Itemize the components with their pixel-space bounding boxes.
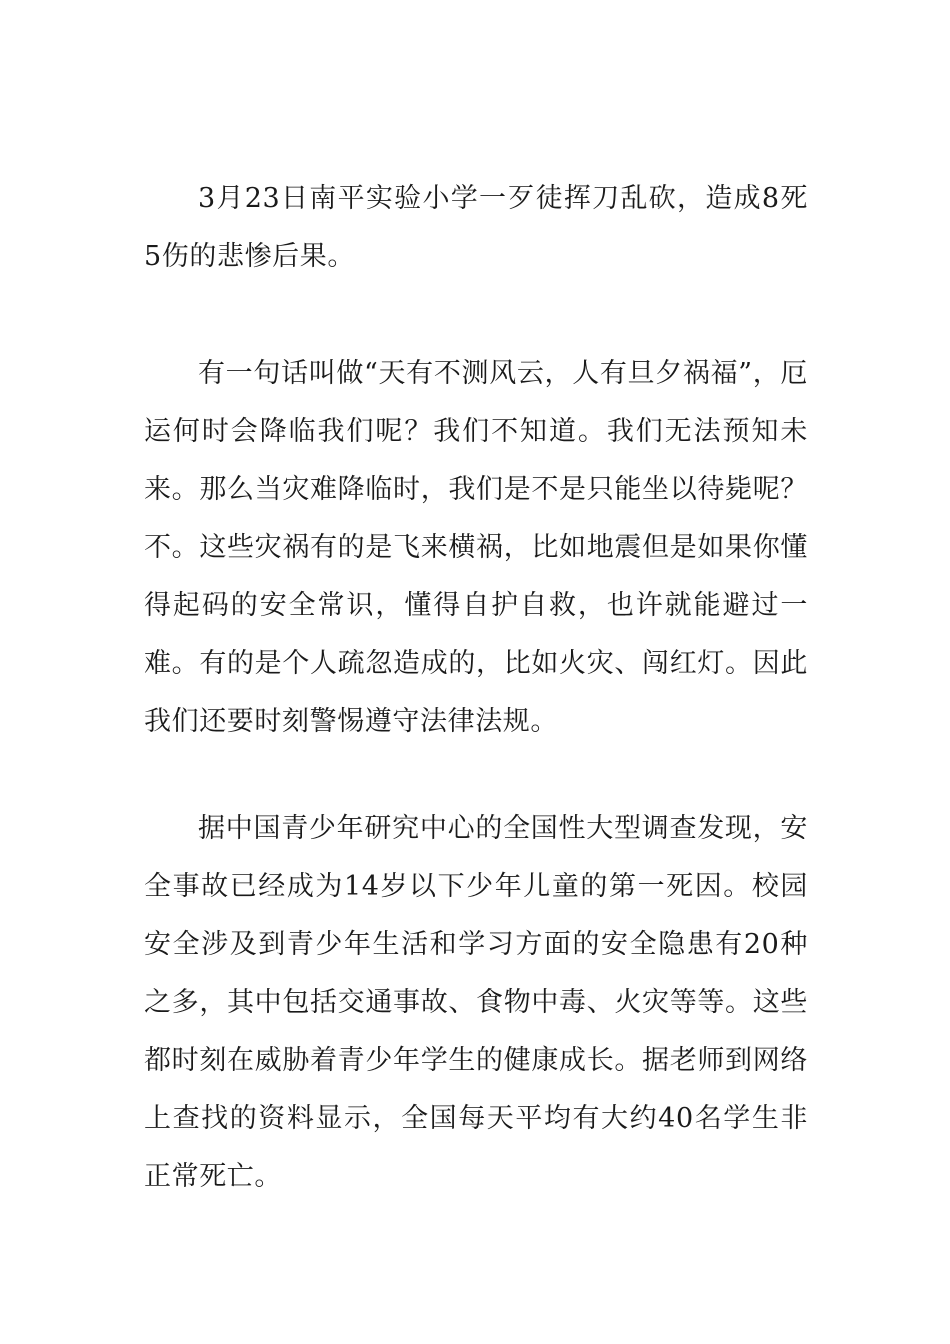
paragraph-safety-awareness: 有一句话叫做“天有不测风云，人有旦夕祸福”，厄运何时会降临我们呢？我们不知道。我们无法预知未来。那么当灾难降临时，我们是不是只能坐以待毙呢？不。这些灾祸有的是飞来横祸，比如地震但是如果你懂得起码的安全常识，懂得自护自救，也许就能避过一难。有的是个人疏忽造成的，比如火灾、闯红灯。因此我们还要时刻警惕遵守法律法规。: [144, 358, 808, 737]
paragraph-incident: 3月23日南平实验小学一歹徒挥刀乱砍，造成8死5伤的悲惨后果。: [144, 183, 808, 272]
paragraph-survey-statistics: 据中国青少年研究中心的全国性大型调查发现，安全事故已经成为14岁以下少年儿童的第一死因。校园安全涉及到青少年生活和学习方面的安全隐患有20种之多，其中包括交通事故、食物中毒、火灾等等。这些都时刻在威胁着青少年学生的健康成长。据老师到网络上查找的资料显示，全国每天平均有大约40名学生非正常死亡。: [144, 813, 808, 1192]
